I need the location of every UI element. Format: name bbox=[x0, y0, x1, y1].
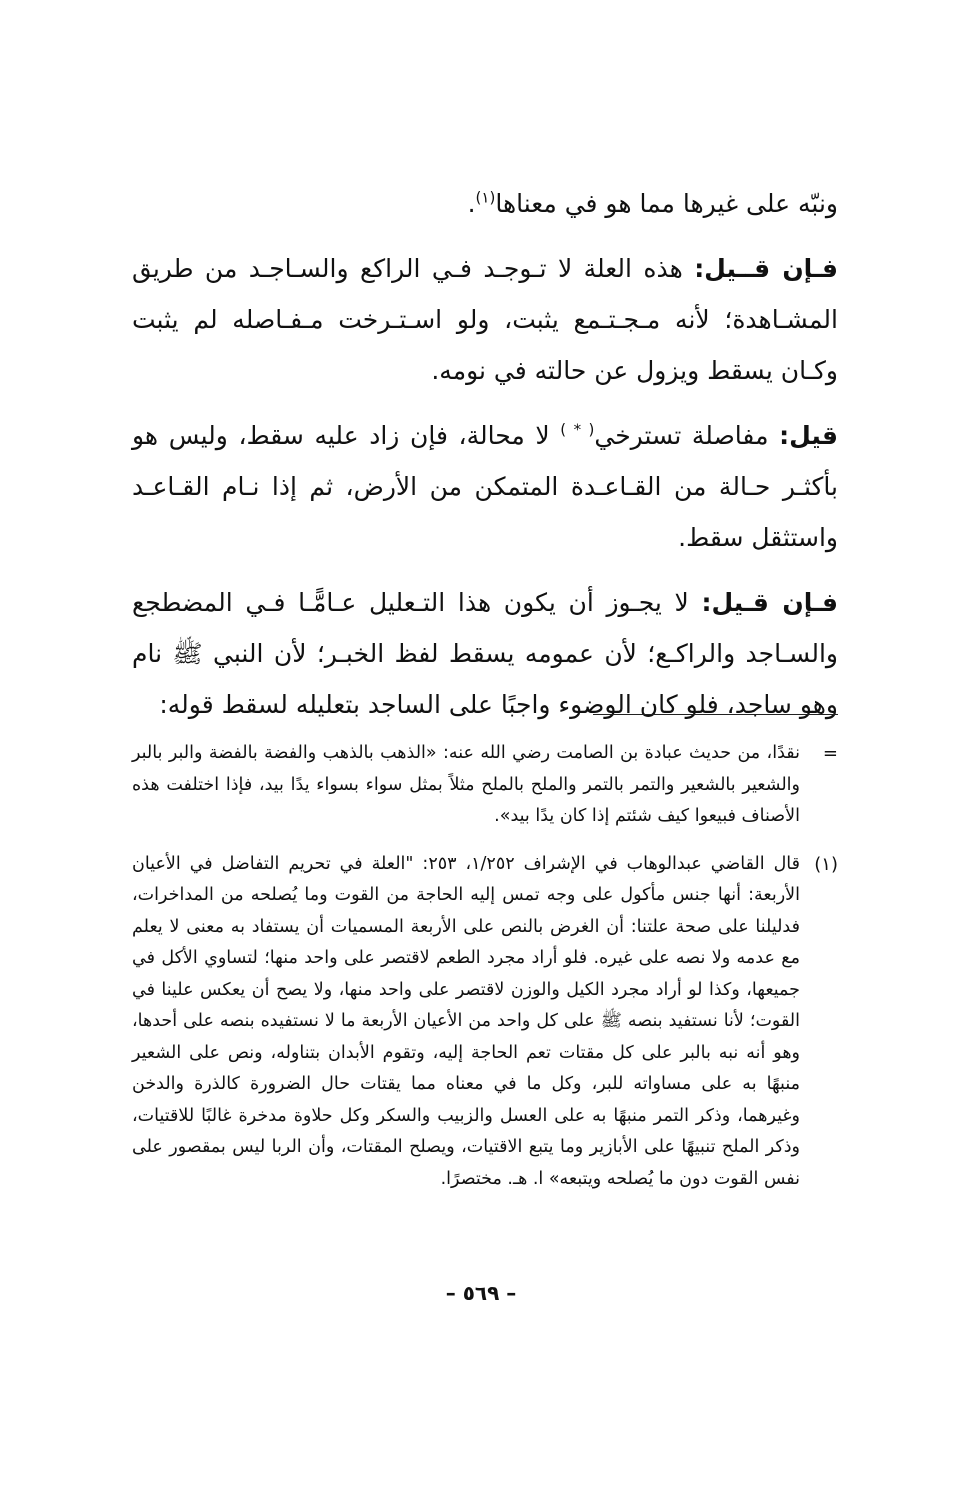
footnote-ref-1: (١) bbox=[475, 188, 496, 207]
paragraph-4: فـإن قـيل: لا يجـوز أن يكون هذا التـعليل عـامًّـا فـي المضطجع والسـاجد والراكـع؛ لأن عمومه يسقط لفظ الخبـر؛ لأن النبي ﷺ نام وهو ساجد، فلو كان الوضوء واجبًا على الساجد بتعليله لسقط قوله: bbox=[132, 588, 838, 719]
main-text-block bbox=[132, 178, 838, 744]
honorific-glyph: ﷺ bbox=[600, 1011, 622, 1031]
objection-lead-2: فـإن قـيل: bbox=[701, 588, 838, 617]
page-number: – ٥٦٩ – bbox=[445, 1281, 517, 1305]
footnote-continued bbox=[132, 738, 838, 833]
objection-lead: فـإن قــيل: bbox=[694, 254, 838, 283]
footnote-marker: (١) bbox=[814, 853, 838, 875]
honorific-glyph: رضي الله عنه bbox=[448, 743, 551, 763]
footnote-text: نقدًا، من حديث عبادة بن الصامت رضي الله عنه: «الذهب بالذهب والفضة بالفضة والبر بالبر والشعير بالشعير والتمر بالتمر والملح بالملح مثلاً بمثل سواء بسواء يدًا بيد، فإذا اختلفت هذه الأصناف فبيعوا كيف شئتم إذا كان يدًا بيد». bbox=[132, 743, 800, 826]
reply-lead: قيل: bbox=[779, 421, 838, 450]
paragraph-1: ونبّه على غيرها مما هو في معناها$^{(١)}$. bbox=[467, 188, 838, 218]
paragraph-3: قيل: مفاصلة تسترخي( * ) لا محالة، فإن زاد عليه سقط، وليس هو بأكثـر حـالة من القـاعـدة المتمكن من الأرض، ثم إذا نـام القـاعـد واستثقل سقط. bbox=[132, 420, 838, 552]
footnote-ref-star: ( * ) bbox=[560, 420, 595, 439]
footnote-1 bbox=[132, 849, 838, 1196]
paragraph-2: فـإن قــيل: هذه العلة لا تـوجـد فـي الراكع والسـاجـد من طريق المشـاهدة؛ لأنه مـجـتـمع يثبت، ولو اسـتـرخت مـفـاصله لم يثبت وكـان يسقط ويزول عن حالته في نومه. bbox=[132, 254, 838, 385]
footnotes-block bbox=[132, 738, 838, 1211]
honorific-glyph: ﷺ bbox=[172, 639, 203, 668]
footnote-text: قال القاضي عبدالوهاب في الإشراف ١/٢٥٢، ٢٥٣: "العلة في تحريم التفاضل في الأعيان الأربعة: أنها جنس مأكول على وجه تمس إليه الحاجة من القوت وما يُصلحه من المداخرات، فدليلنا على صحة علتنا: أن الغرض بالنص على الأربعة المسميات أن يستفاد به معنى لا يعلم مع عدمه ولا نصه على غيره. فلو أراد مجرد الطعم لاقتصر على واحد منها؛ لتساوي الأكل في جميعها، وكذا لو أراد مجرد الكيل والوزن لاقتصر على واحد منها، ولا يصح أن يعكس علينا في القوت؛ لأنا نستفيد بنصه ﷺ على كل واحد من الأعيان الأربعة ما لا نستفيده بنصه على أحدها، وهو أنه نبه بالبر على كل مقتات تعم الحاجة إليه، وتقوم الأبدان بتناوله، ونص على الشعير منبهًا به على مساواته للبر، وكل ما في معناه مما يقتات حال الضرورة كالذرة والدخن وغيرهما، وذكر التمر منبهًا به على العسل والزبيب والسكر وكل حلاوة مدخرة غالبًا للاقتيات، وذكر الملح تنبيهًا على الأبازير وما يتبع الاقتيات، ويصلح المقتات، وأن الربا ليس بمقصور على نفس القوت دون ما يُصلحه ويتبعه» ا. هـ. مختصرًا. bbox=[132, 853, 801, 1189]
footnote-marker: = bbox=[822, 743, 838, 764]
footnote-divider bbox=[593, 714, 838, 715]
